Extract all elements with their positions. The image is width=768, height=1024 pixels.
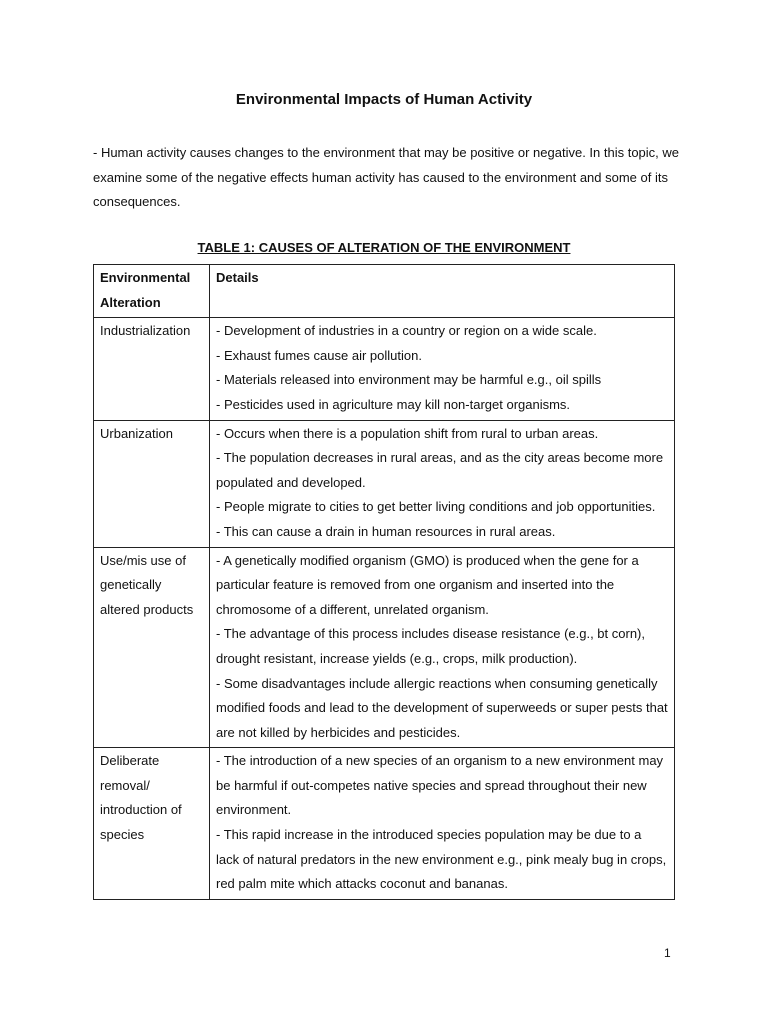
details-cell <box>210 318 675 420</box>
table-row <box>94 318 675 420</box>
detail-line: - The advantage of this process includes disease resistance (e.g., bt corn), drought resistant, increase yields (e.g., crops, milk production). <box>216 626 645 666</box>
page-number: 1 <box>664 946 671 960</box>
details-cell <box>210 420 675 547</box>
detail-line: - Exhaust fumes cause air pollution. <box>216 347 422 363</box>
intro-paragraph: - Human activity causes changes to the environment that may be positive or negative. In this topic, we examine some of the negative effects human activity has caused to the environment and some of its consequences. <box>93 145 680 209</box>
alteration-cell: Deliberate removal/ introduction of species <box>94 748 210 900</box>
alteration-cell: Urbanization <box>94 420 210 547</box>
header-alteration: Environmental Alteration <box>94 265 210 318</box>
details-cell <box>210 748 675 900</box>
detail-line: - This rapid increase in the introduced species population may be due to a lack of natural predators in the new environment e.g., pink mealy bug in crops, red palm mite which attacks coconut and bananas. <box>216 827 667 892</box>
causes-table <box>93 264 675 900</box>
alteration-cell: Industrialization <box>94 318 210 420</box>
detail-line: - Pesticides used in agriculture may kill non-target organisms. <box>216 396 571 412</box>
document-title: Environmental Impacts of Human Activity <box>235 91 533 108</box>
table-row <box>94 748 675 900</box>
detail-line: - Occurs when there is a population shift from rural to urban areas. <box>216 425 599 441</box>
detail-line: - Development of industries in a country or region on a wide scale. <box>216 323 597 339</box>
table-row <box>94 420 675 547</box>
detail-line: - Some disadvantages include allergic reactions when consuming genetically modified foods and lead to the development of superweeds or super pests that are not killed by herbicides and pesticides. <box>216 675 668 740</box>
detail-line: - The introduction of a new species of an organism to a new environment may be harmful if out-competes native species and spread throughout their new environment. <box>216 753 664 818</box>
alteration-cell: Use/mis use of genetically altered products <box>94 547 210 748</box>
detail-line: - People migrate to cities to get better living conditions and job opportunities. <box>216 499 656 515</box>
detail-line: - A genetically modified organism (GMO) is produced when the gene for a particular feature is removed from one organism and inserted into the chromosome of a different, unrelated organism. <box>216 552 639 617</box>
table-header-row <box>94 265 675 318</box>
table-row <box>94 547 675 748</box>
detail-line: - The population decreases in rural areas, and as the city areas become more populated and developed. <box>216 450 664 490</box>
detail-line: - This can cause a drain in human resources in rural areas. <box>216 523 556 539</box>
table-caption: TABLE 1: CAUSES OF ALTERATION OF THE ENVIRONMENT <box>197 240 571 255</box>
detail-line: - Materials released into environment may be harmful e.g., oil spills <box>216 372 602 388</box>
header-details: Details <box>210 265 675 318</box>
details-cell <box>210 547 675 748</box>
